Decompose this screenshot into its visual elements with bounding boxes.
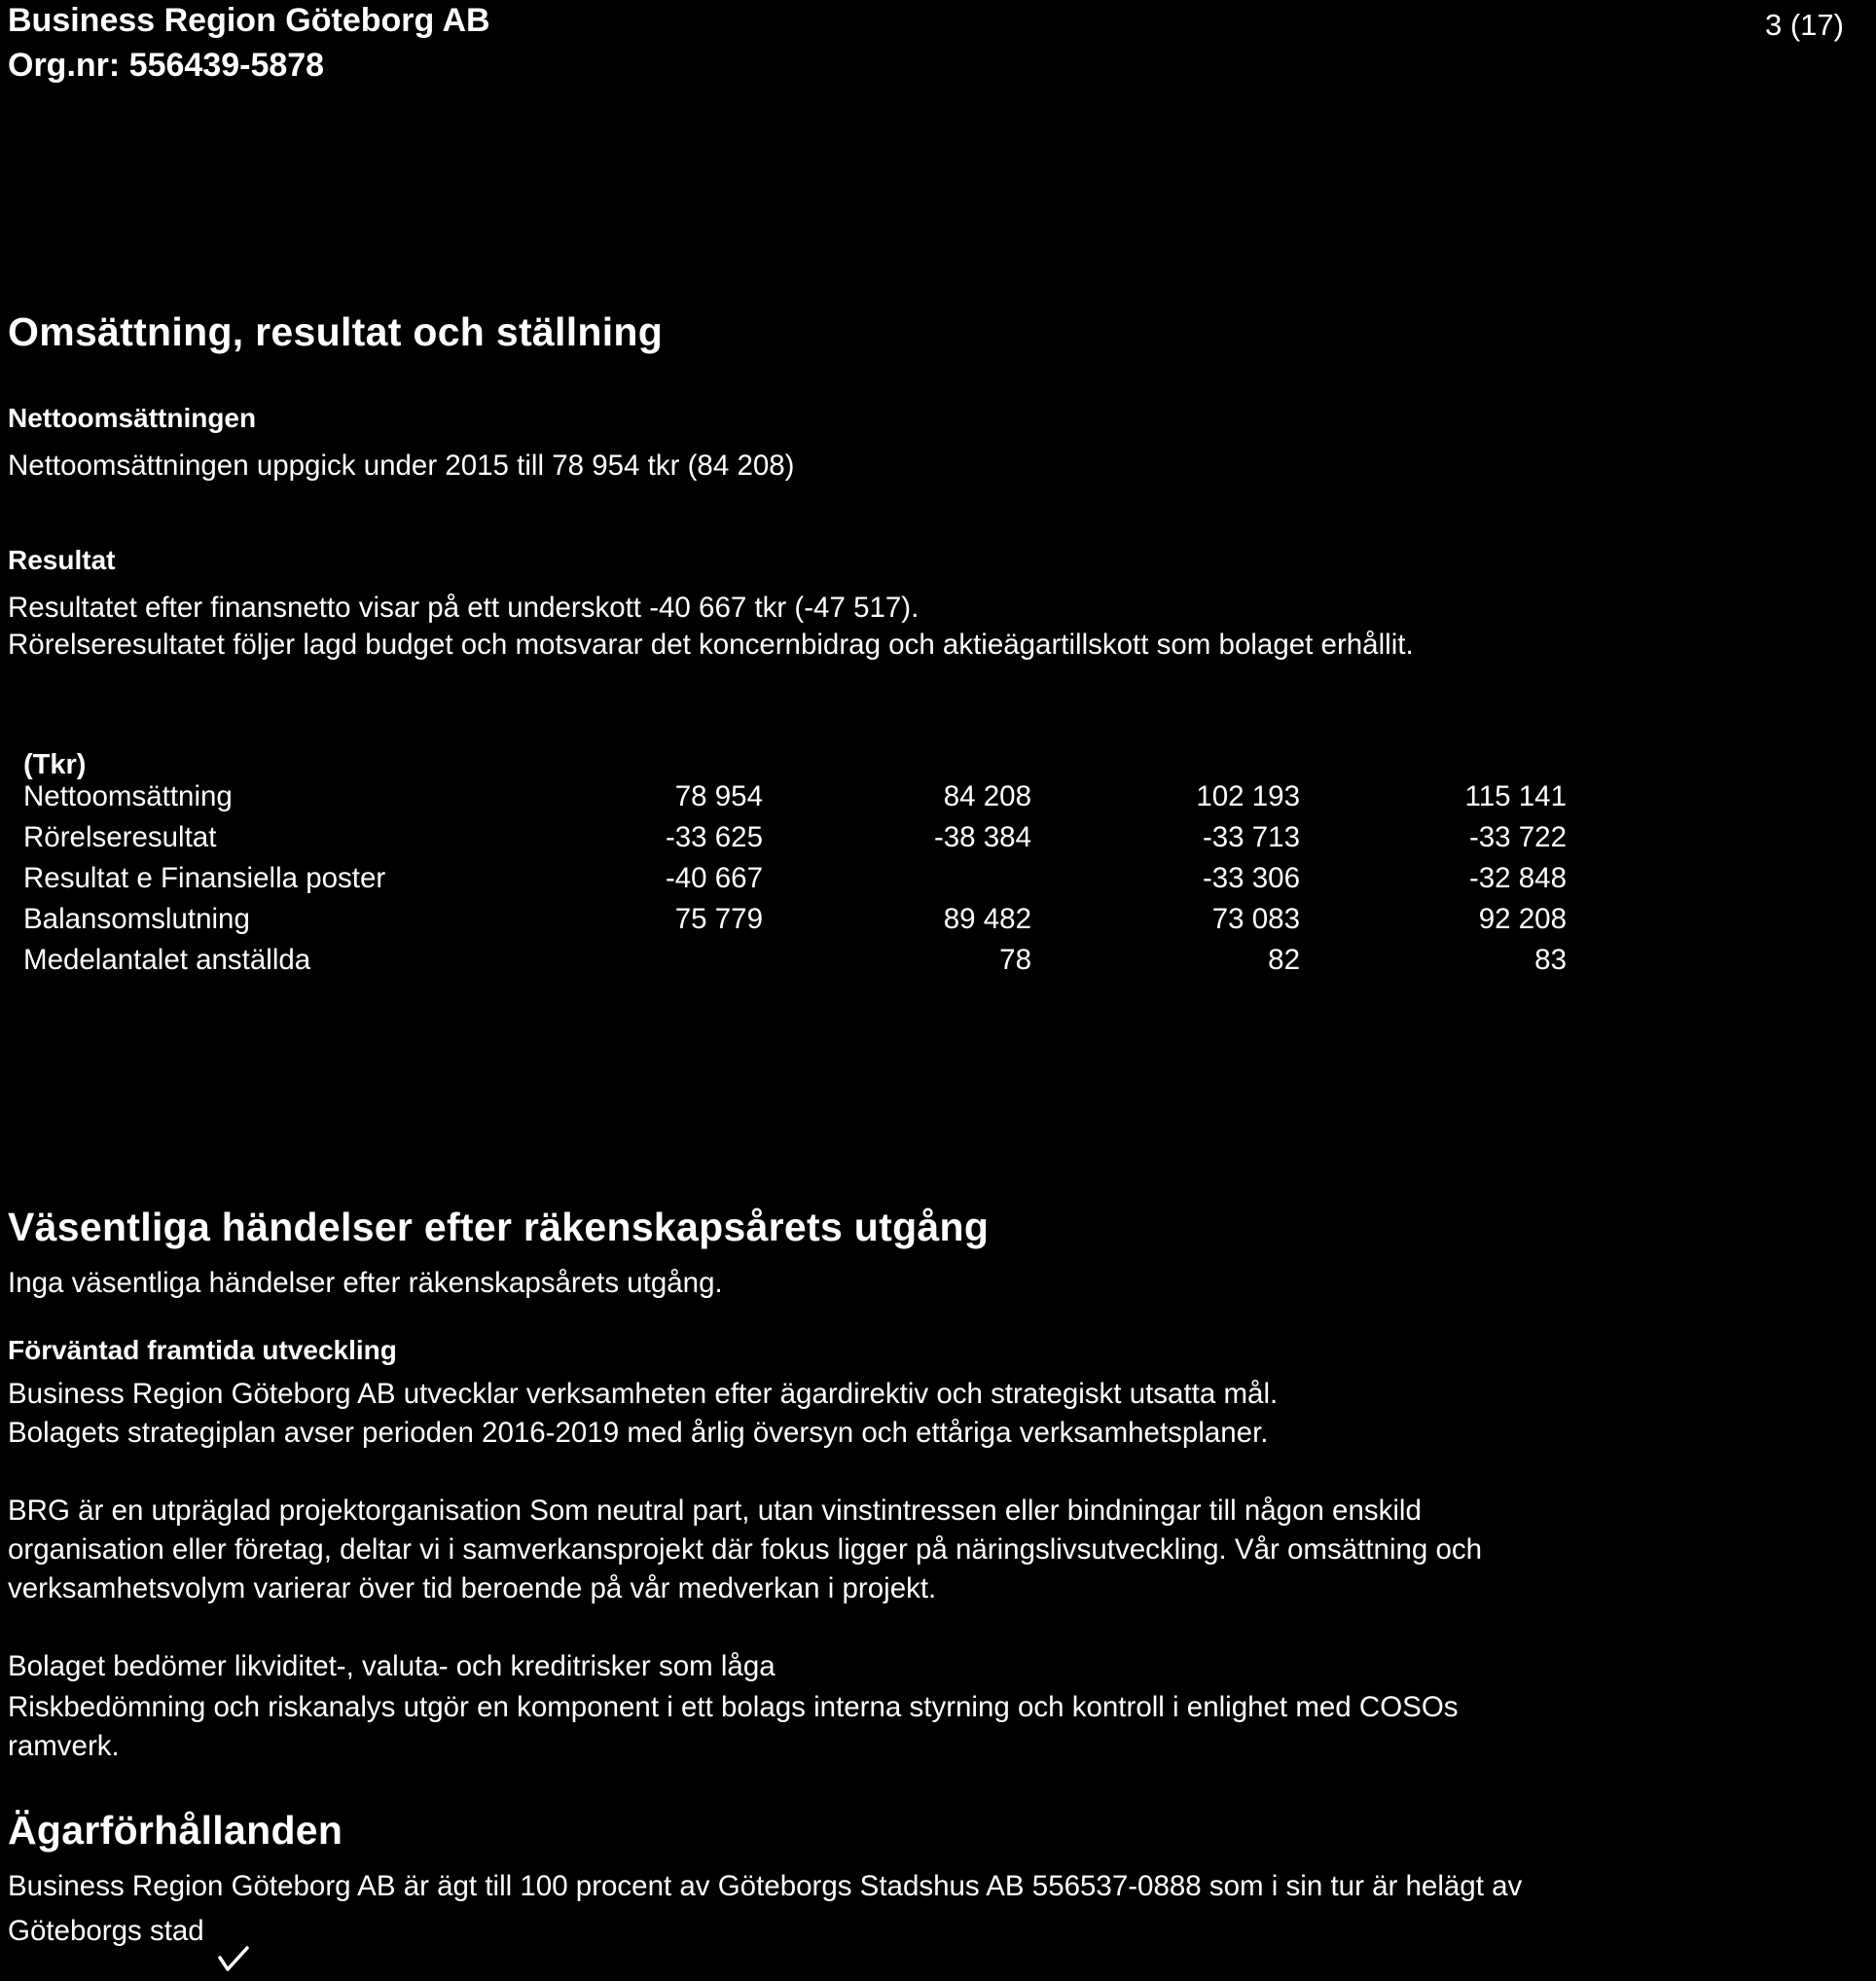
brg-paragraph-line2: organisation eller företag, deltar vi i samverkansprojekt där fokus ligger på näringslivsutveckling. Vår omsättning och [8, 1533, 1483, 1566]
cell-value: -40 667 [665, 862, 763, 894]
section-title-agarforhallanden: Ägarförhållanden [8, 1808, 343, 1853]
subheading-resultat: Resultat [8, 545, 116, 575]
brg-paragraph-line3: verksamhetsvolym varierar över tid beroende på vår medverkan i projekt. [8, 1572, 937, 1604]
cell-value: 115 141 [1464, 780, 1567, 812]
row-label: Resultat e Finansiella poster [23, 862, 386, 894]
cell-value: 73 083 [1211, 903, 1300, 935]
cell-value: -33 713 [1202, 821, 1300, 853]
company-name: Business Region Göteborg AB [8, 2, 490, 39]
row-label: Balansomslutning [23, 903, 250, 935]
agarforhallanden-text-line1: Business Region Göteborg AB är ägt till 100 procent av Göteborgs Stadshus AB 556537-0888 som i sin tur är helägt av [8, 1870, 1523, 1902]
row-label: Rörelseresultat [23, 821, 217, 853]
cell-value: 102 193 [1196, 780, 1300, 812]
cell-value: -33 306 [1202, 862, 1300, 894]
cell-value: 83 [1534, 944, 1567, 976]
brg-paragraph-line1: BRG är en utpräglad projektorganisation Som neutral part, utan vinstintressen eller bindningar till någon enskild [8, 1495, 1422, 1527]
subheading-forvantad-utveckling: Förväntad framtida utveckling [8, 1335, 397, 1365]
page-number: 3 (17) [1765, 8, 1844, 42]
cell-value: 89 482 [943, 903, 1031, 935]
cell-value: -38 384 [933, 821, 1031, 853]
section-title-vasentliga-handelser: Väsentliga händelser efter räkenskapsårets utgång [8, 1205, 990, 1249]
cell-value: 82 [1268, 944, 1300, 976]
cell-value: 78 [999, 944, 1031, 976]
cell-value: -32 848 [1468, 862, 1567, 894]
cell-value: 75 779 [674, 903, 763, 935]
cell-value: 84 208 [943, 780, 1031, 812]
section-title-omsattning: Omsättning, resultat och ställning [8, 309, 664, 354]
agarforhallanden-text-line2: Göteborgs stad [8, 1915, 204, 1947]
check-mark-icon [216, 1944, 251, 1973]
risk-paragraph-line1: Bolaget bedömer likviditet-, valuta- och kreditrisker som låga [8, 1650, 776, 1682]
org-number: Org.nr: 556439-5878 [8, 47, 325, 84]
row-label: Medelantalet anställda [23, 944, 311, 976]
risk-paragraph-line3: ramverk. [8, 1730, 120, 1762]
vasentliga-handelser-text: Inga väsentliga händelser efter räkenskapsårets utgång. [8, 1267, 723, 1299]
risk-paragraph-line2: Riskbedömning och riskanalys utgör en komponent i ett bolags interna styrning och kontroll i enlighet med COSOs [8, 1691, 1459, 1723]
row-label: Nettoomsättning [23, 780, 233, 812]
table-caption: (Tkr) [23, 749, 87, 780]
cell-value: 92 208 [1478, 903, 1567, 935]
resultat-text-line2: Rörelseresultatet följer lagd budget och motsvarar det koncernbidrag och aktieägartillskott som bolaget erhållit. [8, 629, 1414, 661]
subheading-nettoomsattningen: Nettoomsättningen [8, 403, 257, 433]
cell-value: 78 954 [674, 780, 763, 812]
cell-value: -33 722 [1468, 821, 1567, 853]
nettoomsattning-text: Nettoomsättningen uppgick under 2015 till 78 954 tkr (84 208) [8, 450, 795, 482]
resultat-text-line1: Resultatet efter finansnetto visar på ett underskott -40 667 tkr (-47 517). [8, 592, 920, 624]
utveckling-text-line1: Business Region Göteborg AB utvecklar verksamheten efter ägardirektiv och strategiskt utsatta mål. [8, 1378, 1279, 1410]
utveckling-text-line2: Bolagets strategiplan avser perioden 2016-2019 med årlig översyn och ettåriga verksamhetsplaner. [8, 1417, 1269, 1449]
cell-value: -33 625 [665, 821, 763, 853]
